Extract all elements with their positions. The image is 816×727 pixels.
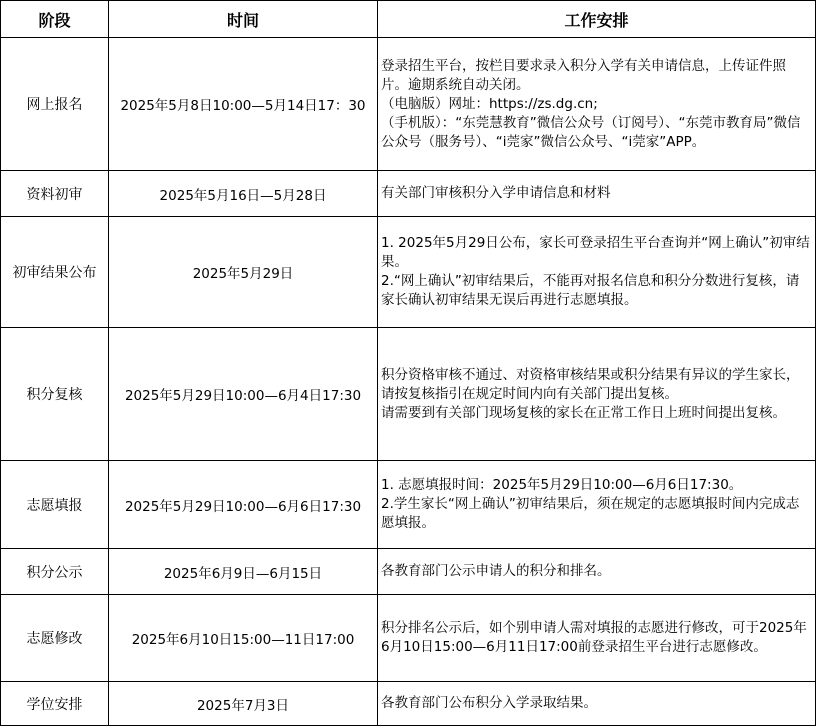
arrangement-cell [378,682,816,726]
stage-cell: 初审结果公布 [1,217,109,328]
stage-cell: 学位安排 [1,682,109,726]
time-cell: 2025年5月29日 [109,217,378,328]
time-cell: 2025年5月29日10:00—6月4日17:30 [109,328,378,461]
arrangement-line: 各教育部门公布积分入学录取结果。 [381,695,597,711]
stage-cell: 志愿填报 [1,461,109,549]
arrangement-line: 有关部门审核积分入学申请信息和材料 [381,185,611,201]
arrangement-line: 各教育部门公示申请人的积分和排名。 [381,563,611,579]
time-cell: 2025年5月8日10:00—5月14日17：30 [109,38,378,171]
arrangement-cell [378,328,816,461]
table-row [1,549,816,595]
stage-cell: 志愿修改 [1,595,109,682]
arrangement-cell [378,595,816,682]
arrangement-line: 2.学生家长“网上确认”初审结果后，须在规定的志愿填报时间内完成志愿填报。 [381,496,800,531]
table-row [1,217,816,328]
table-row [1,38,816,171]
header-stage: 阶段 [1,1,109,38]
arrangement-line: （手机版）：“东莞慧教育”微信公众号（订阅号）、“东莞市教育局”微信公众号（服务号）、“i莞家”微信公众号、“i莞家”APP。 [381,114,801,150]
arrangement-line: 2.“网上确认”初审结果后，不能再对报名信息和积分分数进行复核，请家长确认初审结果无误后再进行志愿填报。 [381,273,800,308]
arrangement-line: 积分资格审核不通过、对资格审核结果或积分结果有异议的学生家长，请按复核指引在规定时间内向有关部门提出复核。 [381,366,800,402]
arrangement-cell [378,217,816,328]
stage-cell: 资料初审 [1,171,109,217]
table-row [1,682,816,726]
header-row [1,1,816,38]
arrangement-cell [378,461,816,549]
arrangement-cell [378,549,816,595]
time-cell: 2025年7月3日 [109,682,378,726]
header-arrangement: 工作安排 [378,1,816,38]
table-row [1,328,816,461]
arrangement-cell [378,38,816,171]
arrangement-line: 积分排名公示后，如个别申请人需对填报的志愿进行修改，可于2025年6月10日15:00—6月11日17:00前登录招生平台进行志愿修改。 [381,620,807,655]
time-cell: 2025年6月10日15:00—11日17:00 [109,595,378,682]
time-cell: 2025年5月29日10:00—6月6日17:30 [109,461,378,549]
table-row [1,461,816,549]
table-row [1,595,816,682]
arrangement-line: 登录招生平台，按栏目要求录入积分入学有关申请信息，上传证件照片。逾期系统自动关闭。 [381,57,786,93]
arrangement-cell [378,171,816,217]
stage-cell: 积分公示 [1,549,109,595]
arrangement-line: （电脑版）网址：https://zs.dg.cn; [381,95,598,112]
time-cell: 2025年5月16日—5月28日 [109,171,378,217]
header-time: 时间 [109,1,378,38]
stage-cell: 网上报名 [1,38,109,171]
arrangement-line: 1. 2025年5月29日公布，家长可登录招生平台查询并“网上确认”初审结果。 [381,235,810,270]
time-cell: 2025年6月9日—6月15日 [109,549,378,595]
stage-cell: 积分复核 [1,328,109,461]
arrangement-line: 1. 志愿填报时间：2025年5月29日10:00—6月6日17:30。 [381,477,743,493]
arrangement-line: 请需要到有关部门现场复核的家长在正常工作日上班时间提出复核。 [381,404,786,421]
table-row [1,171,816,217]
